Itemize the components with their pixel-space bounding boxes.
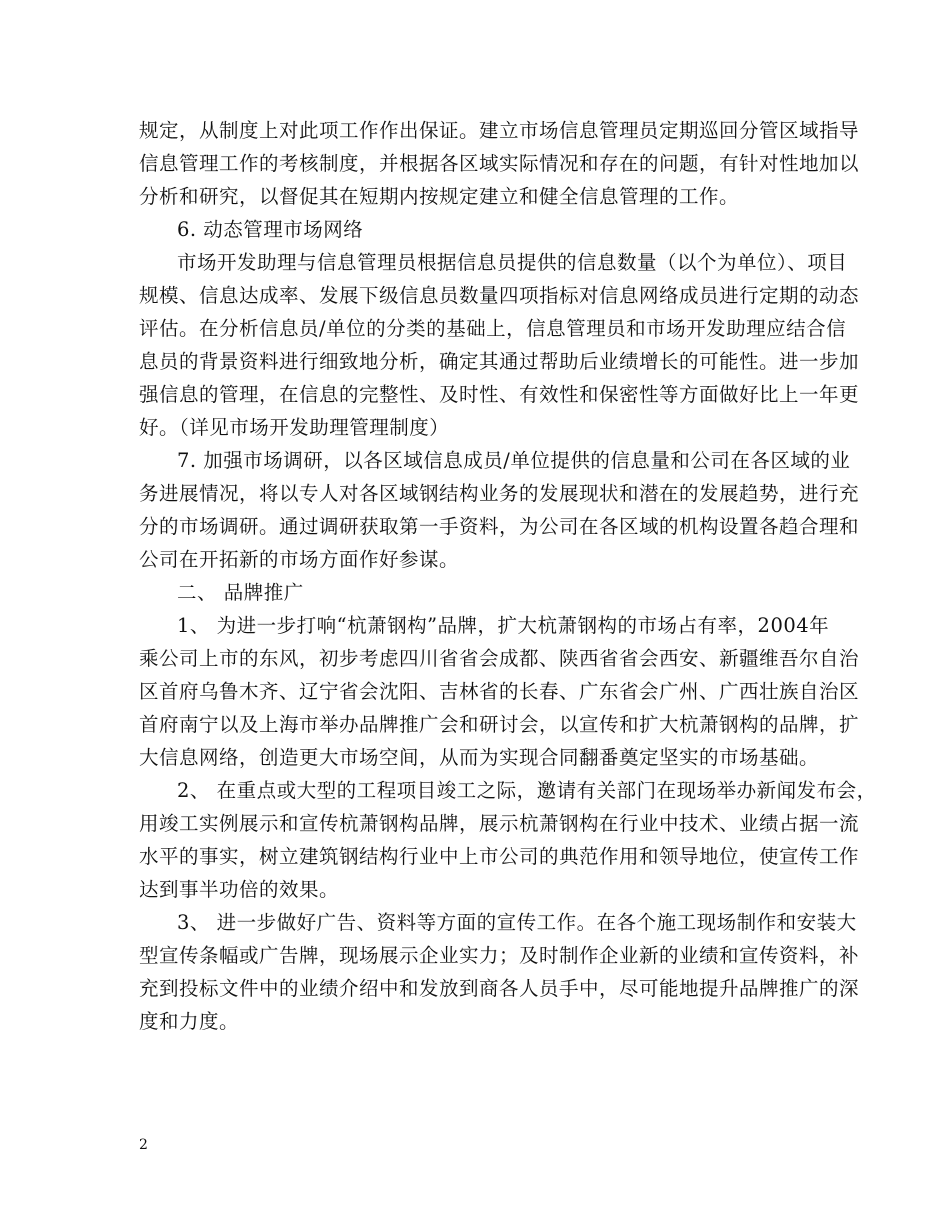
text-line: 市场开发助理与信息管理员根据信息员提供的信息数量（以个为单位）、项目 (177, 251, 848, 274)
paragraph-intro-continuation (139, 114, 860, 213)
text-line: 水平的事实，树立建筑钢结构行业中上市公司的典范作用和领导地位，使宣传工作 (139, 845, 860, 868)
text-line: 二、 品牌推广 (177, 581, 304, 604)
text-line: 2、 在重点或大型的工程项目竣工之际，邀请有关部门在现场举办新闻发布会， (177, 779, 877, 802)
text-line: 好。（详见市场开发助理管理制度） (139, 416, 450, 439)
paragraph-section-2 (139, 576, 813, 609)
paragraph-brand-2 (139, 774, 877, 906)
paragraph-6-heading (139, 213, 813, 246)
text-line: 信息管理工作的考核制度，并根据各区域实际情况和存在的问题，有针对性地加以 (139, 152, 860, 175)
text-line: 务进展情况，将以专人对各区域钢结构业务的发展现状和潜在的发展趋势，进行充 (139, 482, 860, 505)
paragraph-brand-1 (139, 609, 860, 774)
text-line: 型宣传条幅或广告牌，现场展示企业实力；及时制作企业新的业绩和宣传资料，补 (139, 944, 860, 967)
paragraph-7 (139, 444, 860, 576)
text-line: 规模、信息达成率、发展下级信息员数量四项指标对信息网络成员进行定期的动态 (139, 284, 860, 307)
text-line: 度和力度。 (139, 1010, 240, 1033)
text-line: 7. 加强市场调研，以各区域信息成员/单位提供的信息量和公司在各区域的业 (177, 449, 851, 472)
paragraph-6-body (139, 246, 860, 444)
text-line: 分的市场调研。通过调研获取第一手资料，为公司在各区域的机构设置各趋合理和 (139, 515, 860, 538)
text-line: 1、 为进一步打响“杭萧钢构”品牌，扩大杭萧钢构的市场占有率，2004年 (177, 614, 830, 637)
text-line: 大信息网络，创造更大市场空间，从而为实现合同翻番奠定坚实的市场基础。 (139, 746, 820, 769)
text-line: 首府南宁以及上海市举办品牌推广会和研讨会，以宣传和扩大杭萧钢构的品牌，扩 (139, 713, 860, 736)
text-line: 用竣工实例展示和宣传杭萧钢构品牌，展示杭萧钢构在行业中技术、业绩占据一流 (139, 812, 860, 835)
text-line: 达到事半功倍的效果。 (139, 878, 340, 901)
page-number: 2 (139, 1137, 148, 1153)
text-line: 分析和研究，以督促其在短期内按规定建立和健全信息管理的工作。 (139, 185, 740, 208)
text-line: 息员的背景资料进行细致地分析，确定其通过帮助后业绩增长的可能性。进一步加 (139, 350, 860, 373)
text-line: 评估。在分析信息员/单位的分类的基础上，信息管理员和市场开发助理应结合信 (139, 317, 847, 340)
text-line: 规定，从制度上对此项工作作出保证。建立市场信息管理员定期巡回分管区域指导 (139, 119, 860, 142)
paragraph-brand-3 (139, 906, 860, 1038)
text-line: 3、 进一步做好广告、资料等方面的宣传工作。在各个施工现场制作和安装大 (177, 911, 857, 934)
text-line: 乘公司上市的东风，初步考虑四川省省会成都、陕西省省会西安、新疆维吾尔自治 (139, 647, 860, 670)
text-line: 强信息的管理，在信息的完整性、及时性、有效性和保密性等方面做好比上一年更 (139, 383, 860, 406)
text-line: 6. 动态管理市场网络 (177, 218, 364, 241)
text-line: 公司在开拓新的市场方面作好参谋。 (139, 548, 460, 571)
text-line: 充到投标文件中的业绩介绍中和发放到商各人员手中，尽可能地提升品牌推广的深 (139, 977, 860, 1000)
document-body (139, 114, 877, 1038)
text-line: 区首府乌鲁木齐、辽宁省会沈阳、吉林省的长春、广东省会广州、广西壮族自治区 (139, 680, 860, 703)
